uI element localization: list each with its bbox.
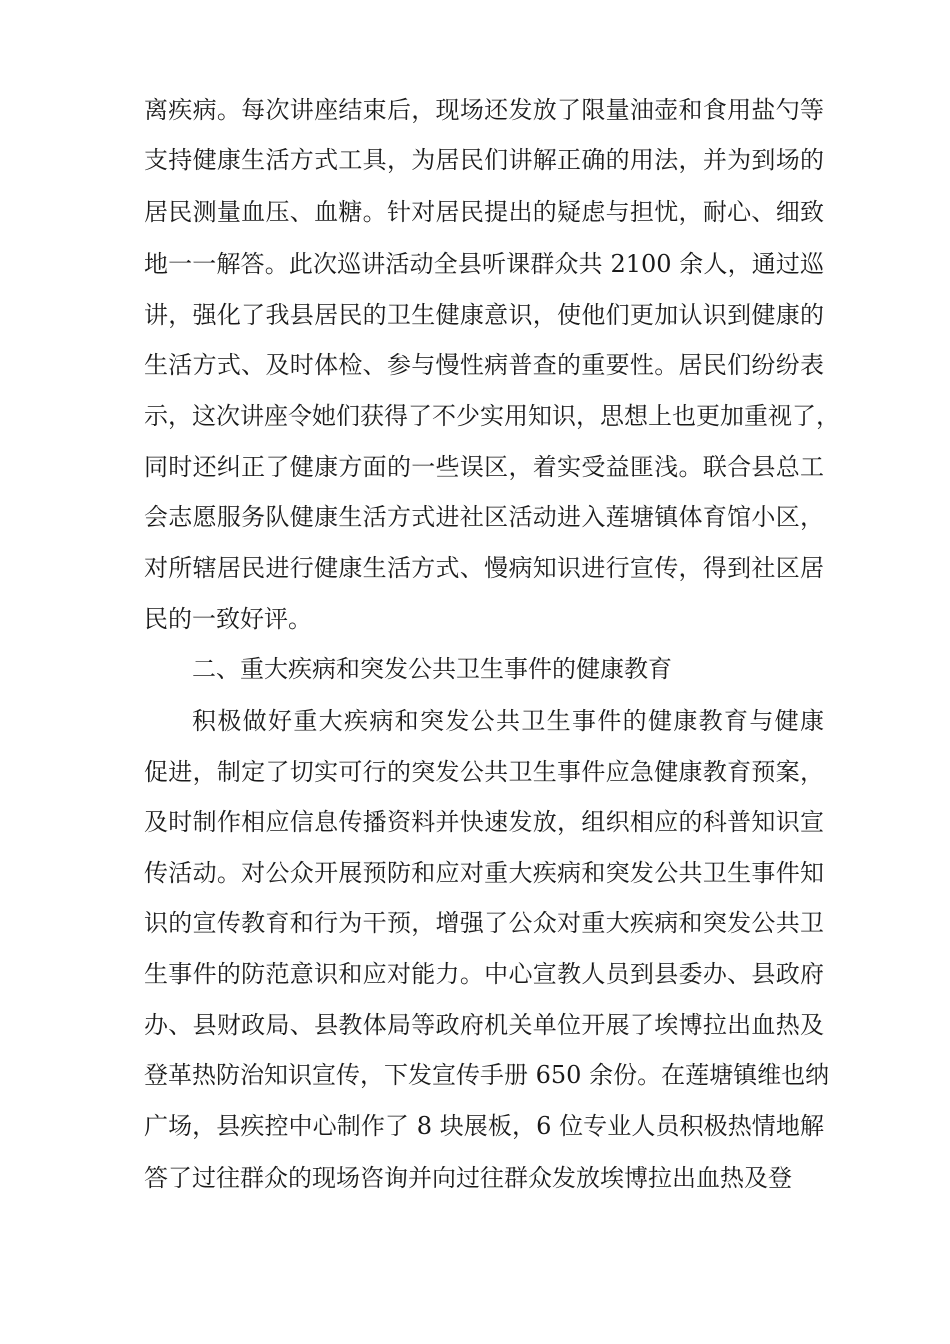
paragraph-2-line: 传活动。对公众开展预防和应对重大疾病和突发公共卫生事件知 xyxy=(144,859,824,887)
paragraph-1-line: 地一一解答。此次巡讲活动全县听课群众共 2100 余人，通过巡 xyxy=(144,250,824,278)
paragraph-2-first-line: 积极做好重大疾病和突发公共卫生事件的健康教育与健康 xyxy=(192,707,824,735)
paragraph-2-line: 生事件的防范意识和应对能力。中心宣教人员到县委办、县政府 xyxy=(144,960,824,988)
paragraph-1-line: 生活方式、及时体检、参与慢性病普查的重要性。居民们纷纷表 xyxy=(144,351,824,379)
paragraph-1-line: 会志愿服务队健康生活方式进社区活动进入莲塘镇体育馆小区， xyxy=(144,503,824,531)
paragraph-1-last-line: 民的一致好评。 xyxy=(144,605,312,633)
paragraph-2-line: 登革热防治知识宣传，下发宣传手册 650 余份。在莲塘镇维也纳 xyxy=(144,1061,830,1089)
paragraph-2-line: 答了过往群众的现场咨询并向过往群众发放埃博拉出血热及登 xyxy=(144,1164,792,1192)
paragraph-1-line: 离疾病。每次讲座结束后，现场还发放了限量油壶和食用盐勺等 xyxy=(144,96,824,124)
paragraph-1-line: 支持健康生活方式工具，为居民们讲解正确的用法，并为到场的 xyxy=(144,146,824,174)
paragraph-1-line: 同时还纠正了健康方面的一些误区，着实受益匪浅。联合县总工 xyxy=(144,453,824,481)
section-heading: 二、重大疾病和突发公共卫生事件的健康教育 xyxy=(192,655,672,683)
paragraph-1-line: 示，这次讲座令她们获得了不少实用知识，思想上也更加重视了， xyxy=(144,402,840,430)
paragraph-2-line: 广场，县疾控中心制作了 8 块展板，6 位专业人员积极热情地解 xyxy=(144,1112,824,1140)
paragraph-2-line: 办、县财政局、县教体局等政府机关单位开展了埃博拉出血热及 xyxy=(144,1011,824,1039)
paragraph-1-line: 居民测量血压、血糖。针对居民提出的疑虑与担忧，耐心、细致 xyxy=(144,198,824,226)
paragraph-2-line: 识的宣传教育和行为干预，增强了公众对重大疾病和突发公共卫 xyxy=(144,909,824,937)
paragraph-2-line: 促进，制定了切实可行的突发公共卫生事件应急健康教育预案， xyxy=(144,758,824,786)
paragraph-1-line: 对所辖居民进行健康生活方式、慢病知识进行宣传，得到社区居 xyxy=(144,554,824,582)
paragraph-2-line: 及时制作相应信息传播资料并快速发放，组织相应的科普知识宣 xyxy=(144,808,824,836)
paragraph-1-line: 讲，强化了我县居民的卫生健康意识，使他们更加认识到健康的 xyxy=(144,301,824,329)
